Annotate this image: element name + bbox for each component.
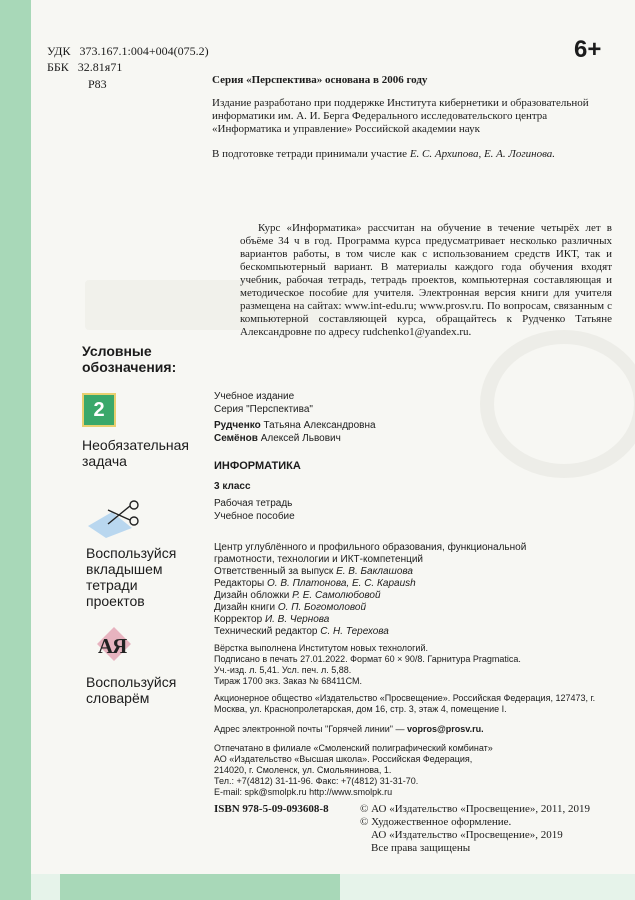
legend-label-dictionary: Воспользуйся словарём [86, 674, 177, 706]
author-2-surname: Семёнов [214, 433, 258, 444]
staff-row: Редакторы О. В. Платонова, Е. С. Караush [214, 578, 416, 589]
book-title: ИНФОРМАТИКА [214, 460, 301, 472]
series-name: Серия "Перспектива" [214, 404, 313, 415]
book-subtype: Учебное пособие [214, 511, 295, 522]
printing-row: Тел.: +7(4812) 31-11-96. Факс: +7(4812) 31-31-70. [214, 776, 419, 786]
number-2-badge: 2 [93, 398, 105, 421]
printing-row: Отпечатано в филиале «Смоленский полиграфический комбинат» [214, 743, 493, 753]
udk-value: 373.167.1:004+004(075.2) [79, 44, 209, 58]
course-description: Курс «Информатика» рассчитан на обучение в течение четырёх лет в объёме 34 ч в год. Программа курса предусматривает несколько различных вариантов работы, в том числе как с использованием средств ИКТ, так и бескомпьютерный вариант. В материалы каждого года обучения входят учебник, рабочая тетрадь, тетрадь проектов, компьютерная составляющая и методическое пособие для учителя. Электронная версия книги для учителя размещена на сайтах: www.int-edu.ru; www.prosv.ru. По вопросам, связанным с компьютерной составляющей курса, обращайтесь к Рудченко Татьяне Александровне по адресу rudchenko1@yandex.ru. [240, 222, 612, 338]
age-rating-badge: 6+ [574, 36, 602, 63]
hotline-email[interactable]: vopros@prosv.ru. [407, 724, 484, 734]
bbk-label: ББК [47, 60, 69, 74]
author-1-name: Татьяна Александровна [263, 420, 376, 431]
author-1-surname: Рудченко [214, 420, 261, 431]
legend-item-optional [82, 393, 197, 469]
print-detail-row: Подписано в печать 27.01.2022. Формат 60 × 90/8. Гарнитура Pragmatica. [214, 654, 521, 664]
participants-prefix: В подготовке тетради принимали участие [212, 148, 408, 160]
printing-row: 214020, г. Смоленск, ул. Смольянинова, 1. [214, 765, 392, 775]
copyright-line: © Художественное оформление. [360, 816, 512, 828]
bbk-line [47, 60, 122, 74]
udk-label: УДК [47, 44, 71, 58]
copyright-line: © АО «Издательство «Просвещение», 2011, 2019 [360, 803, 590, 815]
dictionary-icon [94, 630, 134, 666]
author-2-name: Алексей Львович [260, 433, 341, 444]
bbk-value: 32.81я71 [77, 60, 123, 74]
staff-row: Дизайн обложки Р. Е. Самолюбовой [214, 590, 381, 601]
dictionary-badge: АЯ [98, 634, 127, 658]
show-through-arc [480, 330, 635, 478]
printing-row: E-mail: spk@smolpk.ru http://www.smolpk.ru [214, 787, 393, 797]
author-2 [214, 433, 341, 445]
center-name: Центр углублённого и профильного образования, функциональной грамотности, технологии и ИКТ-компетенций [214, 542, 527, 565]
udk-line [47, 44, 209, 58]
print-detail-row: Вёрстка выполнена Институтом новых технологий. [214, 643, 428, 653]
hotline-prefix: Адрес электронной почты "Горячей линии" — [214, 724, 405, 734]
legend-title: Условные обозначения: [82, 343, 177, 375]
legend-item-dictionary [86, 630, 186, 706]
number-2-icon [82, 393, 116, 427]
bottom-green-strip [60, 874, 340, 900]
publisher-address: Акционерное общество «Издательство «Просвещение». Российская Федерация, 127473, г. Москва, ул. Краснопролетарская, дом 16, стр. 3, этаж 4, помещение I. [214, 693, 596, 714]
staff-row: Дизайн книги О. П. Богомоловой [214, 602, 367, 613]
print-details [214, 643, 594, 687]
printing-info [214, 743, 544, 798]
participants-note [212, 148, 632, 161]
staff-row: Ответственный за выпуск Е. В. Баклашова [214, 566, 413, 577]
copyright-block [360, 803, 630, 855]
copyright-line: АО «Издательство «Просвещение», 2019 [371, 829, 563, 841]
series-founded: Серия «Перспектива» основана в 2006 году [212, 74, 428, 86]
scissors-icon [86, 498, 146, 538]
rights-line: Все права защищены [371, 842, 471, 854]
legend-item-insert [86, 498, 186, 609]
printing-row: АО «Издательство «Высшая школа». Российская Федерация, [214, 754, 473, 764]
staff-row: Технический редактор С. Н. Терехова [214, 626, 389, 637]
edition-type: Учебное издание [214, 391, 295, 402]
staff-row: Корректор И. В. Чернова [214, 614, 330, 625]
legend-label-insert: Воспользуйся вкладышем тетради проектов [86, 545, 177, 609]
catalog-code: Р83 [88, 77, 107, 91]
hotline [214, 724, 484, 735]
print-detail-row: Тираж 1700 экз. Заказ № 68411СМ. [214, 676, 362, 686]
grade: 3 класс [214, 481, 251, 492]
isbn-code: ISBN 978-5-09-093608-8 [214, 803, 329, 815]
support-note: Издание разработано при поддержке Института кибернетики и образовательной информатики им. А. И. Берга Федерального исследовательского центра «Информатика и управление» Российской академии наук [212, 97, 589, 135]
staff-list [214, 566, 554, 638]
participants-names: Е. С. Архипова, Е. А. Логинова. [409, 148, 556, 160]
print-detail-row: Уч.-изд. л. 5,41. Усл. печ. л. 5,88. [214, 665, 352, 675]
legend-label-optional: Необязательная задача [82, 437, 190, 469]
author-1 [214, 420, 376, 432]
book-type: Рабочая тетрадь [214, 498, 293, 509]
left-green-margin [0, 0, 31, 900]
